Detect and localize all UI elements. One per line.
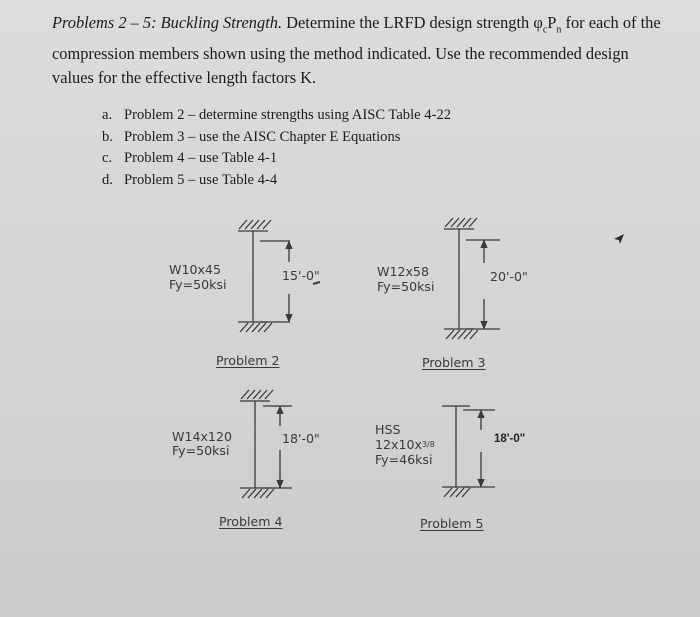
p3-caption: Problem 3 (422, 355, 486, 370)
p2-fy: Fy=50ksi (169, 277, 227, 292)
p2-section: W10x45 (169, 262, 221, 277)
p5-caption: Problem 5 (420, 516, 484, 531)
p5-dims (375, 437, 435, 452)
p4-fy: Fy=50ksi (172, 443, 230, 458)
p-subscript: n (556, 24, 562, 36)
p5-fy: Fy=46ksi (375, 452, 433, 467)
p4-length: 18'-0" (282, 431, 320, 446)
cursor-arrow-icon (614, 234, 624, 244)
p5-length: 18'-0" (494, 433, 526, 445)
p5-dims-fraction: 3/8 (421, 440, 435, 449)
task-letter: d. (102, 171, 113, 188)
task-letter: a. (102, 107, 113, 123)
task-text: Problem 2 – determine strengths using AISC Table 4-22 (124, 107, 452, 123)
problem-title: Problems 2 – 5: Buckling Strength. (52, 13, 283, 32)
p2-caption: Problem 2 (216, 353, 280, 368)
task-letter: c. (102, 150, 113, 166)
p4-section: W14x120 (172, 429, 232, 444)
task-text: Problem 5 – use Table 4-4 (124, 171, 278, 188)
p3-length: 20'-0" (490, 269, 528, 284)
task-text: Problem 3 – use the AISC Chapter E Equations (124, 128, 401, 145)
task-letter: b. (102, 128, 113, 145)
p2-length: 15'-0" (282, 268, 320, 283)
p4-caption: Problem 4 (219, 514, 283, 529)
statement-post: for each of the compression members shown using the method indicated. Use the recommended design values for the effective length factors K. (52, 13, 661, 88)
problem-5-column (442, 406, 495, 497)
p3-fy: Fy=50ksi (377, 279, 435, 294)
statement-pre: Determine the LRFD design strength (286, 13, 534, 32)
task-text: Problem 4 – use Table 4-1 (124, 150, 278, 166)
phi-symbol: φ (533, 13, 543, 32)
p3-section: W12x58 (377, 264, 429, 279)
p5-dims-main: 12x10x (375, 437, 422, 452)
p5-section: HSS (375, 422, 401, 437)
phi-subscript: c (542, 24, 548, 36)
p-symbol: P (547, 13, 557, 32)
